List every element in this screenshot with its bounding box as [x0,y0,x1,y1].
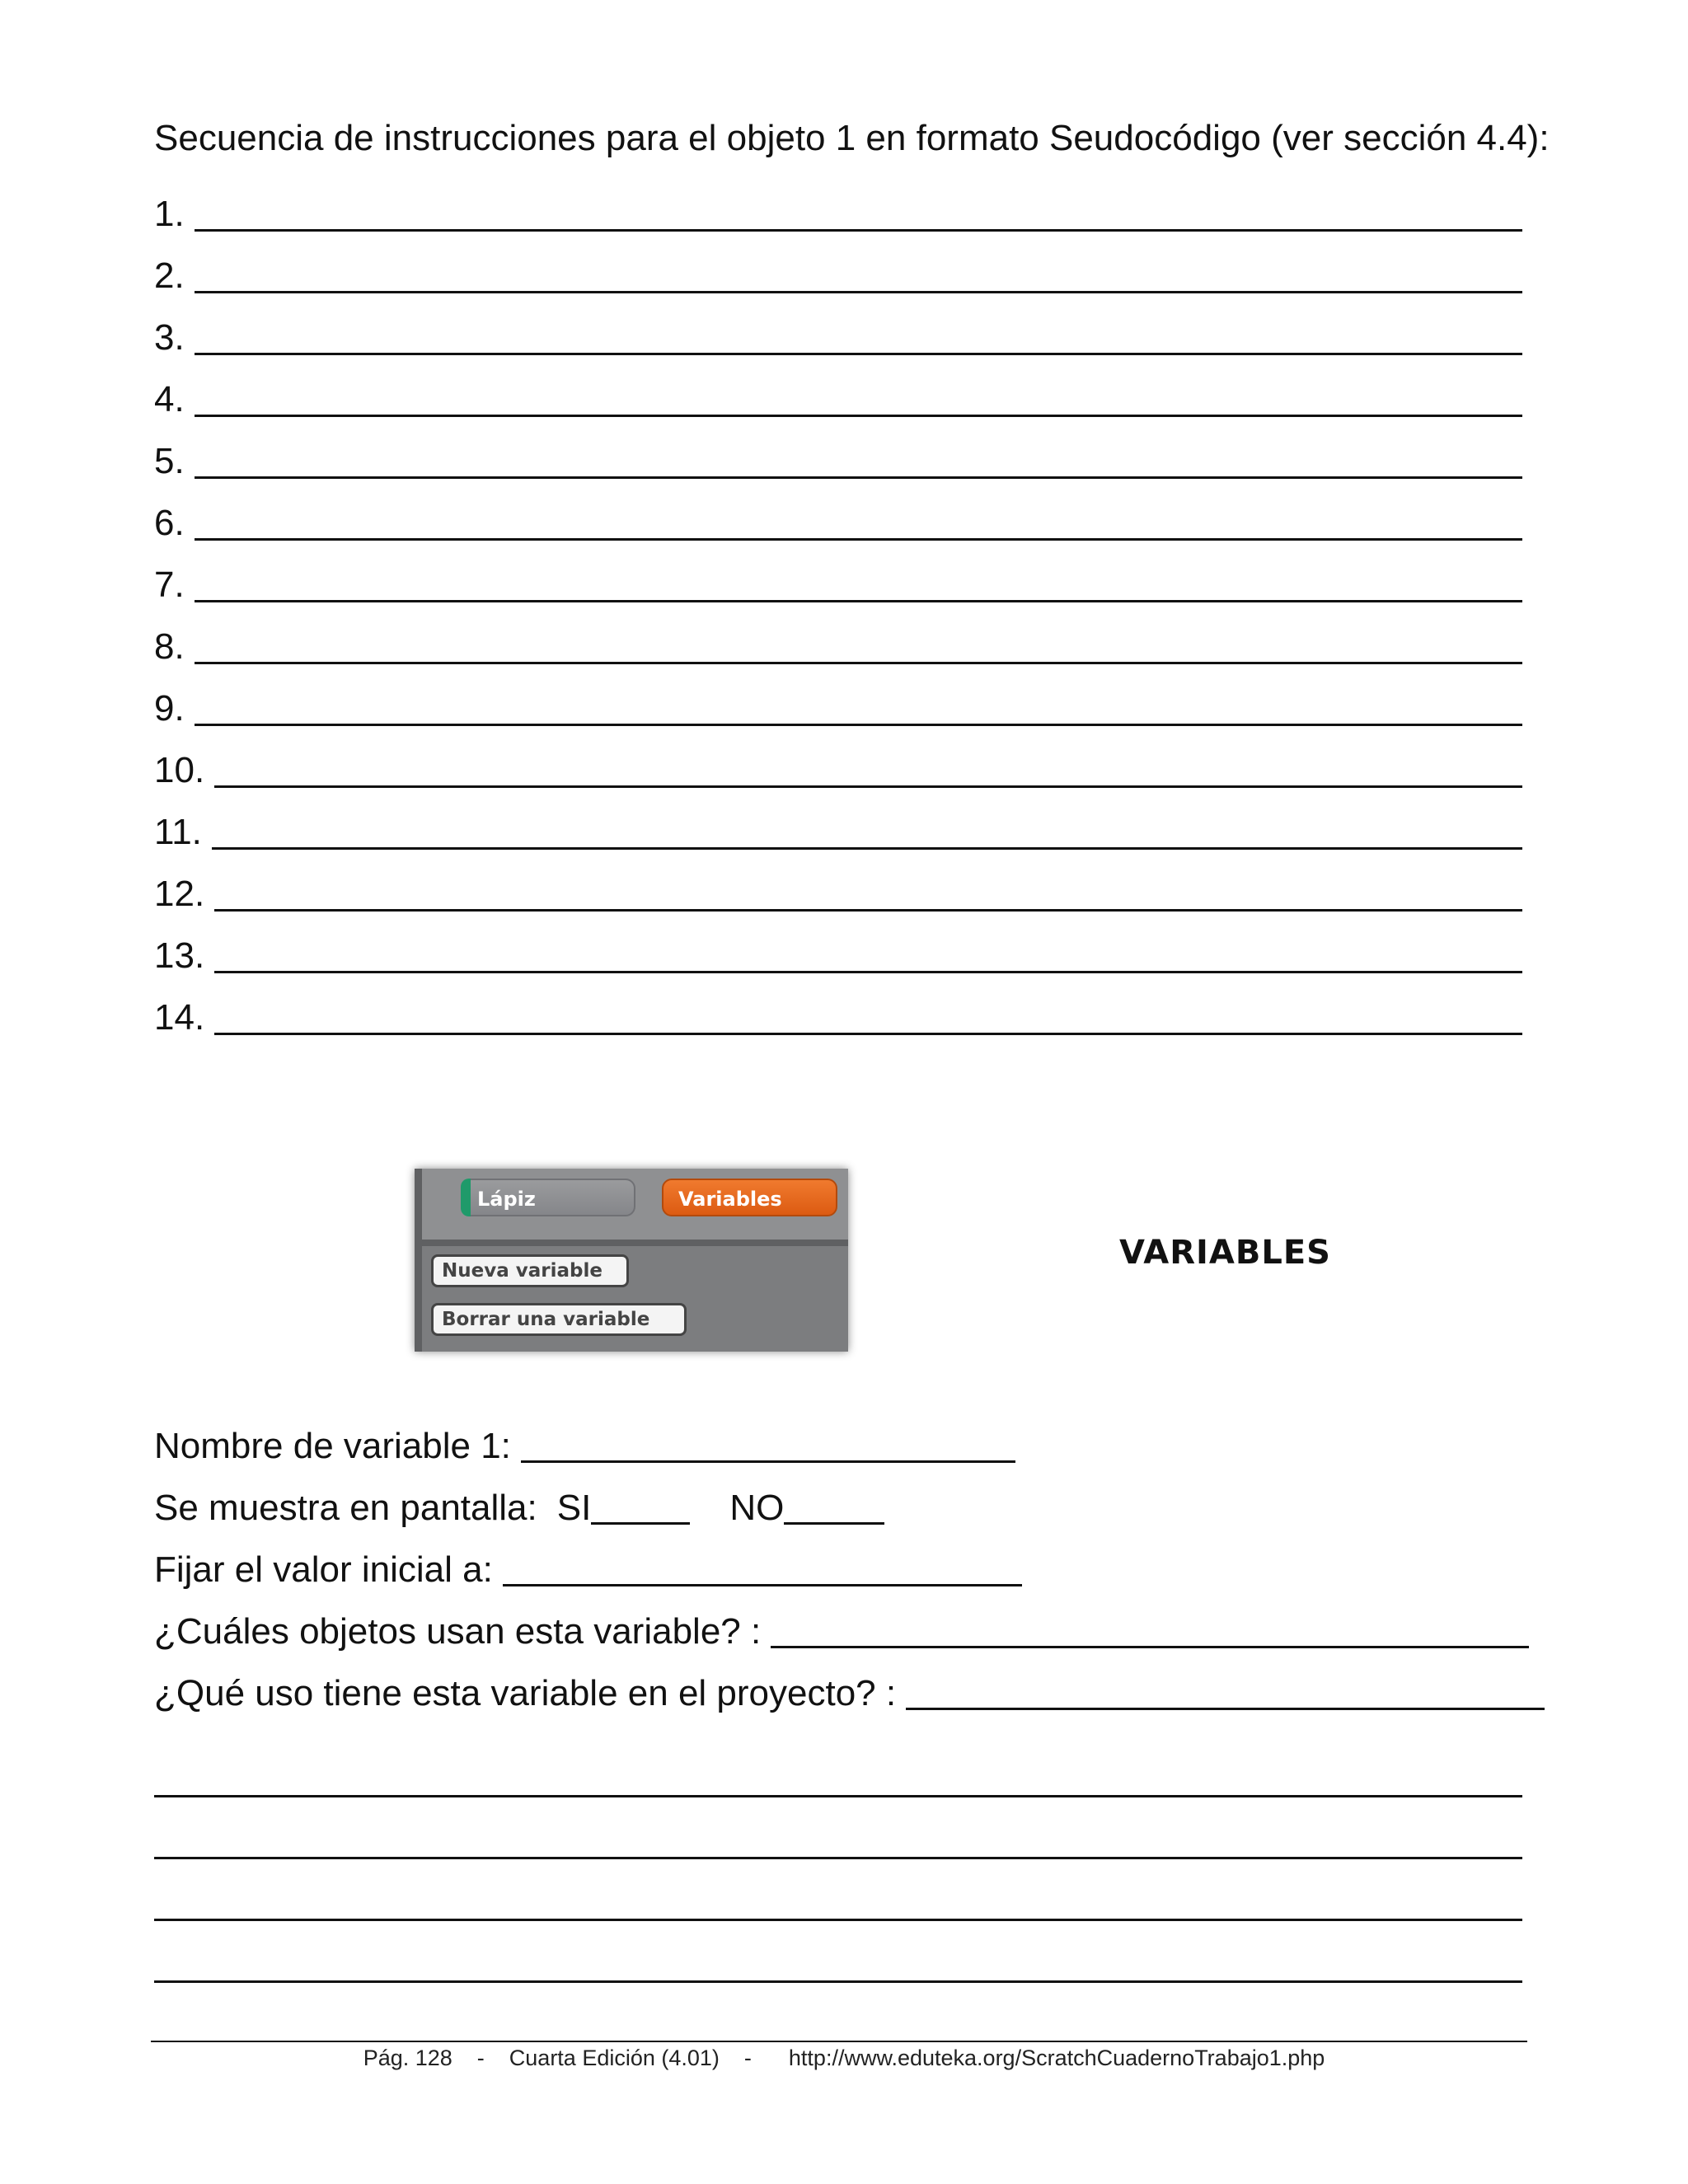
step-line [154,297,1522,359]
step-answer-line[interactable] [195,255,1522,293]
step-line [154,420,1522,482]
step-number: 14. [154,997,205,1038]
step-number: 12. [154,874,205,914]
yes-answer-line[interactable] [591,1486,690,1525]
footer-divider [151,2041,1527,2042]
step-line [154,853,1522,915]
step-answer-line[interactable] [195,316,1522,355]
step-answer-line[interactable] [195,687,1522,726]
step-answer-line[interactable] [214,749,1522,788]
objects-using-answer-line[interactable] [771,1610,1529,1648]
step-number: 7. [154,565,185,605]
step-answer-line[interactable] [212,811,1522,850]
blank-answer-line[interactable] [154,1919,1522,1921]
step-answer-line[interactable] [214,996,1522,1035]
step-answer-line[interactable] [195,564,1522,602]
objects-using-field [154,1610,1529,1653]
step-number: 10. [154,750,205,790]
step-answer-line[interactable] [195,440,1522,479]
step-number: 2. [154,255,185,296]
palette-category-tabs [415,1169,848,1246]
new-variable-button: Nueva variable [431,1254,629,1287]
variable-name-answer-line[interactable] [521,1424,1015,1463]
step-number: 4. [154,379,185,419]
step-number: 11. [154,812,202,852]
step-line [154,235,1522,297]
variable-name-label: Nombre de variable 1: [154,1426,511,1466]
step-line [154,977,1522,1038]
scratch-variables-palette-image [415,1169,848,1352]
blank-answer-line[interactable] [154,1980,1522,1983]
initial-value-label: Fijar el valor inicial a: [154,1549,493,1590]
section-title: VARIABLES [1119,1234,1331,1272]
step-answer-line[interactable] [214,873,1522,912]
pen-category-color-stripe [461,1179,471,1216]
step-line [154,606,1522,668]
delete-variable-button: Borrar una variable [431,1303,687,1336]
no-option-label: NO [729,1488,785,1528]
use-in-project-answer-line[interactable] [906,1671,1545,1710]
step-number: 6. [154,503,185,543]
step-line [154,482,1522,544]
step-number: 3. [154,317,185,358]
page-footer: Pág. 128 - Cuarta Edición (4.01) - http://www.eduteka.org/ScratchCuadernoTrabajo1.php [363,2046,1325,2070]
step-answer-line[interactable] [195,193,1522,232]
pseudocode-step-list [154,173,1522,1038]
step-answer-line[interactable] [195,502,1522,541]
no-answer-line[interactable] [784,1486,884,1525]
step-answer-line[interactable] [214,935,1522,973]
shown-on-screen-field [154,1486,884,1530]
step-number: 1. [154,194,185,234]
step-line [154,668,1522,729]
objects-using-label: ¿Cuáles objetos usan esta variable? : [154,1611,762,1652]
step-line [154,173,1522,235]
step-line [154,729,1522,791]
use-in-project-field [154,1671,1545,1715]
tab-variables: Variables [662,1179,837,1216]
step-number: 9. [154,688,185,729]
step-number: 8. [154,626,185,667]
yes-option-label: SI [556,1488,592,1528]
initial-value-answer-line[interactable] [503,1548,1022,1586]
step-line [154,544,1522,606]
step-line [154,791,1522,853]
shown-on-screen-label: Se muestra en pantalla: [154,1488,537,1528]
use-in-project-label: ¿Qué uso tiene esta variable en el proyecto? : [154,1673,897,1713]
blank-answer-line[interactable] [154,1795,1522,1797]
blank-answer-line[interactable] [154,1857,1522,1859]
step-answer-line[interactable] [195,626,1522,664]
step-number: 13. [154,935,205,976]
initial-value-field [154,1548,1022,1591]
tab-pen [461,1179,635,1216]
step-answer-line[interactable] [195,378,1522,417]
page-heading: Secuencia de instrucciones para el objeto 1 en formato Seudocódigo (ver sección 4.4): [154,118,1550,158]
tab-pen-label: Lápiz [477,1188,536,1211]
step-line [154,915,1522,977]
step-line [154,359,1522,420]
step-number: 5. [154,441,185,481]
variable-name-field [154,1424,1015,1468]
